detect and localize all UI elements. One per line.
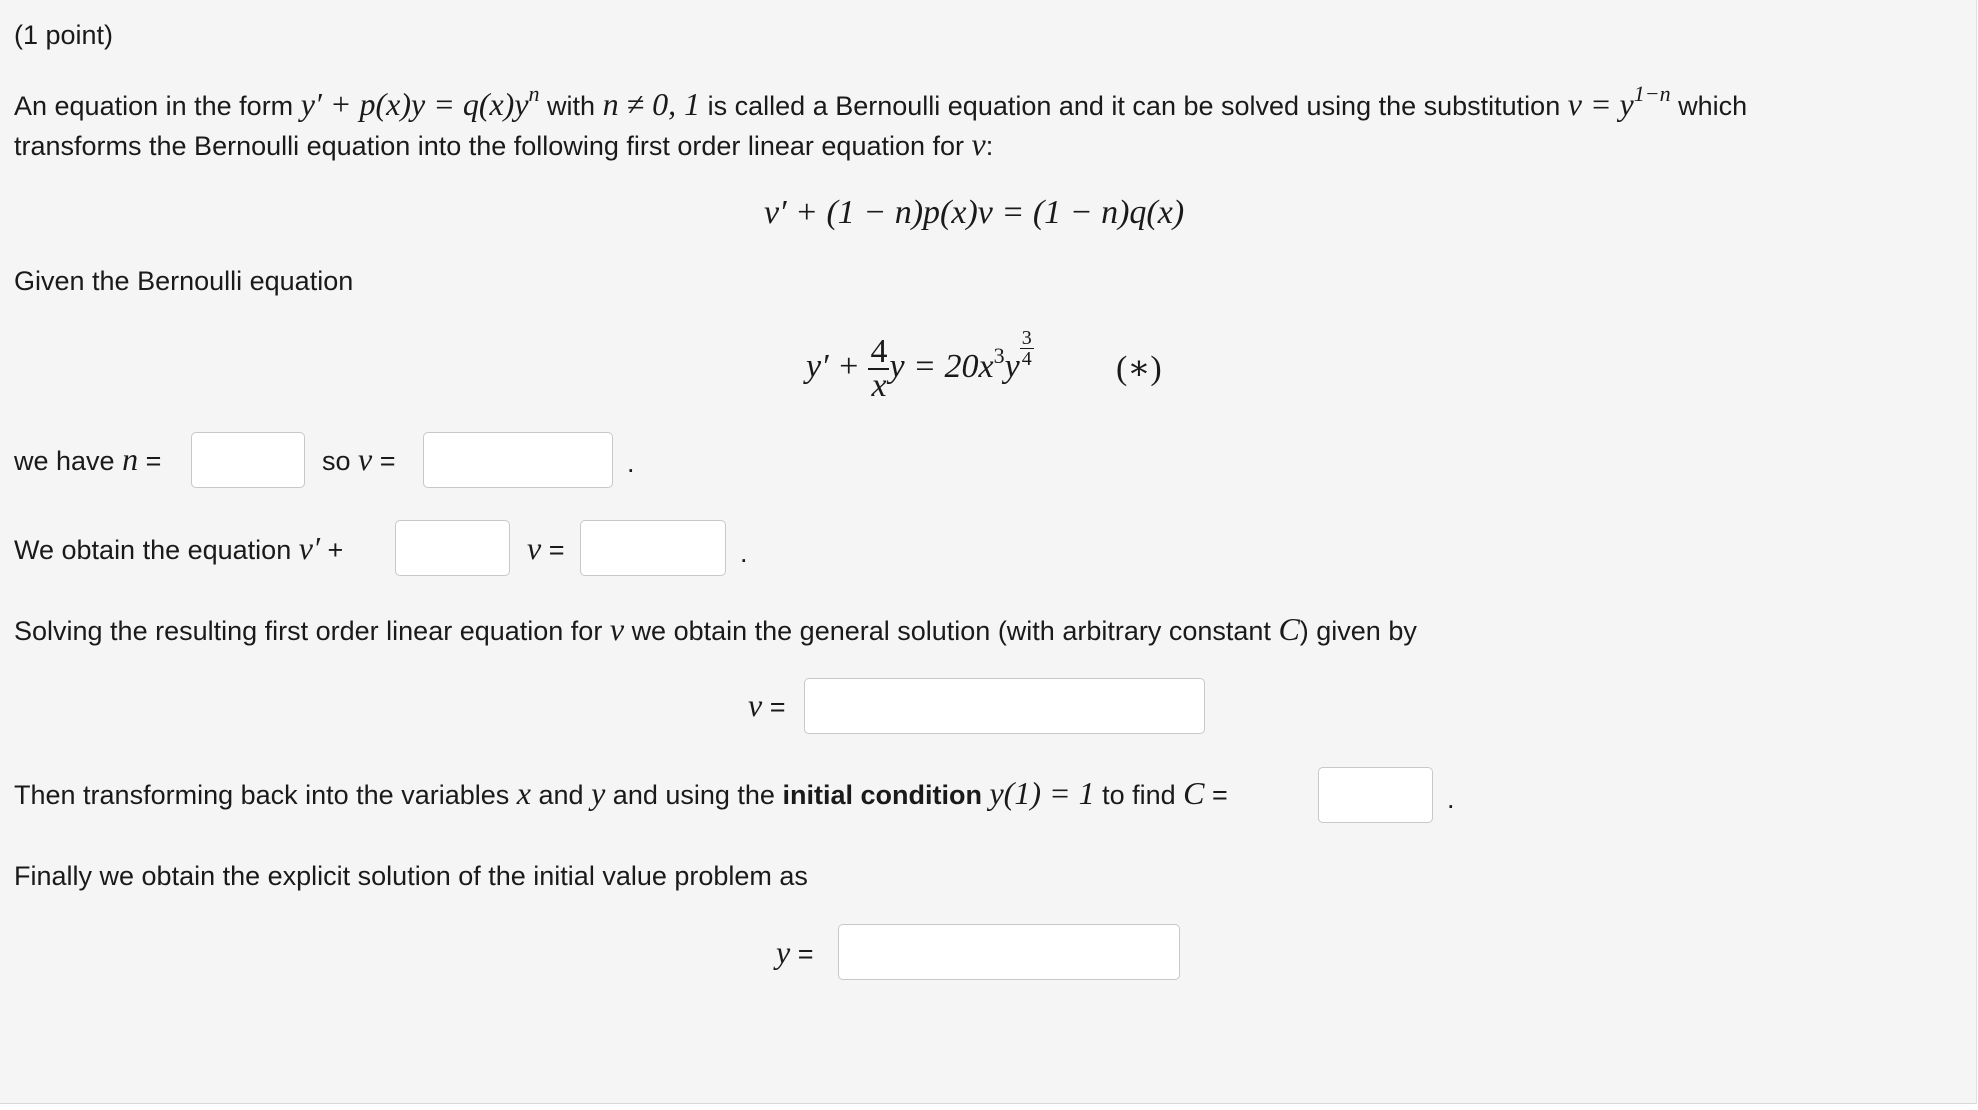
general-solution-input[interactable] bbox=[804, 678, 1205, 734]
step2-period: . bbox=[740, 538, 748, 568]
so-v-label: so v = bbox=[322, 441, 396, 477]
bernoulli-general-form: $y' + p(x)y = q(x)y^n$ bbox=[300, 81, 540, 122]
initial-condition-bold: initial condition bbox=[782, 780, 982, 810]
step2-text: We obtain the equation v′ + bbox=[14, 530, 344, 566]
step4-period: . bbox=[1447, 784, 1455, 814]
intro-line-2-colon: : bbox=[985, 131, 994, 161]
four-over-x-fraction: $\frac{4}{x}$ bbox=[870, 333, 888, 405]
step2-v-eq: v = bbox=[527, 530, 565, 566]
explicit-solution-input[interactable] bbox=[838, 924, 1180, 980]
step3-v-eq: v = bbox=[748, 687, 786, 723]
intro-text-2: with bbox=[547, 91, 596, 121]
c-input[interactable] bbox=[1318, 767, 1433, 823]
intro-line-2 bbox=[14, 127, 993, 163]
three-fourths-exponent: $\frac{3}{4}$ bbox=[1021, 327, 1032, 370]
step3-text: Solving the resulting first order linear equation for v we obtain the general solution (with arbitrary constant C) given by bbox=[14, 611, 1417, 647]
v-substitution-input[interactable] bbox=[423, 432, 613, 488]
given-equation: y′ + $\frac{4}{x}$ $y = 20x^3y$ $\frac{3}{4}$ bbox=[806, 327, 1032, 405]
step5-y-eq: y = bbox=[776, 934, 814, 970]
linear-equation: v′ + (1 − n)p(x)v = (1 − n)q(x) bbox=[764, 194, 1185, 231]
n-condition: n ≠ 0, 1 bbox=[602, 86, 701, 122]
given-label: Given the Bernoulli equation bbox=[14, 266, 354, 296]
intro-line-2-text: transforms the Bernoulli equation into the following first order linear equation for bbox=[14, 131, 965, 161]
equation-tag: (∗) bbox=[1116, 350, 1162, 387]
n-input[interactable] bbox=[191, 432, 305, 488]
step1-text: we have n = bbox=[14, 441, 162, 477]
step4-text: Then transforming back into the variables x and y and using the initial condition y(1) = 1 to find C = bbox=[14, 775, 1228, 811]
substitution-formula: $v = y^{1-n}$ bbox=[1567, 81, 1671, 122]
intro-line-2-var: v bbox=[971, 126, 986, 162]
problem-points: (1 point) bbox=[14, 20, 114, 50]
intro-text-4: which bbox=[1678, 91, 1748, 121]
intro-line-1 bbox=[14, 81, 1748, 123]
coefficient-input[interactable] bbox=[395, 520, 510, 576]
intro-text-1: An equation in the form bbox=[14, 91, 294, 121]
intro-text-3: is called a Bernoulli equation and it can be solved using the substitution bbox=[707, 91, 1561, 121]
step5-text: Finally we obtain the explicit solution of the initial value problem as bbox=[14, 861, 808, 891]
rhs-input[interactable] bbox=[580, 520, 726, 576]
step1-period: . bbox=[627, 448, 635, 478]
